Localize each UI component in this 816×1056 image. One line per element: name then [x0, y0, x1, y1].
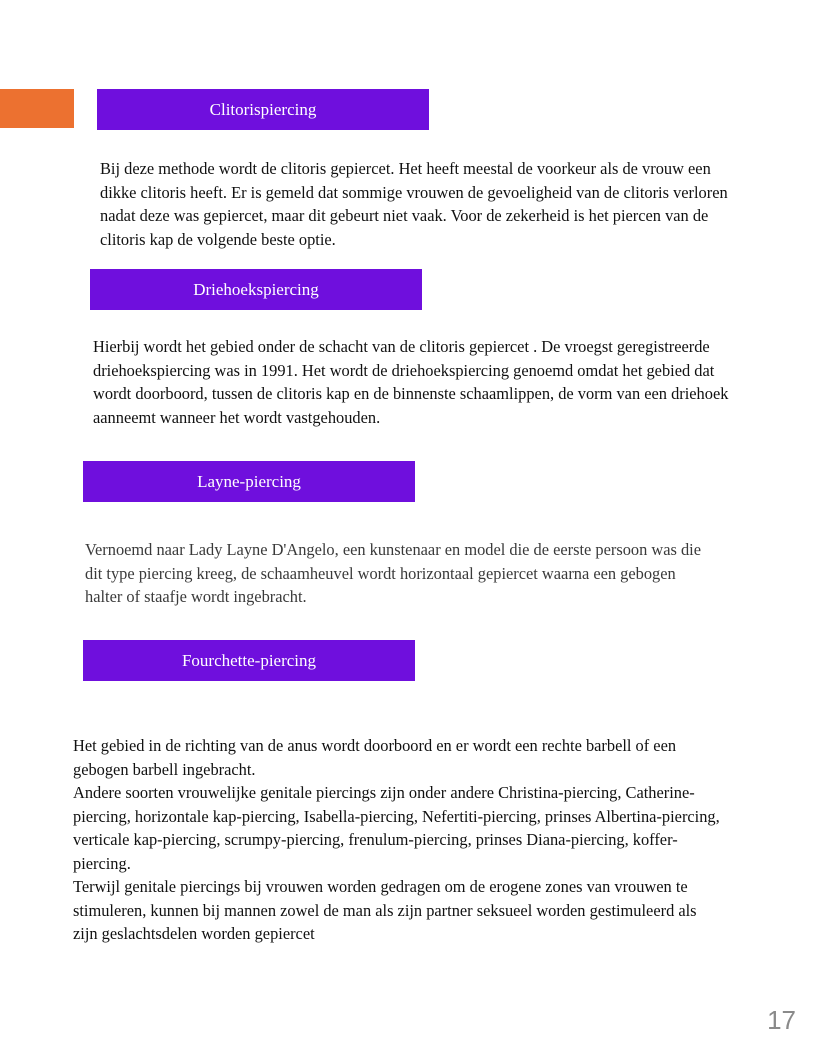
fourchette-paragraph-1: Het gebied in de richting van de anus wordt doorboord en er wordt een rechte barbell of een gebogen barbell ingebracht. [73, 736, 677, 779]
section-body-clitorispiercing: Bij deze methode wordt de clitoris gepiercet. Het heeft meestal de voorkeur als de vrouw een dikke clitoris heeft. Er is gemeld dat sommige vrouwen de gevoeligheid van de clitoris verloren nadat deze was gepiercet, maar dit gebeurt niet vaak. Voor de zekerheid is het piercen van de clitoris kap de volgende beste optie. [100, 159, 728, 249]
section-body-driehoekspiercing: Hierbij wordt het gebied onder de schacht van de clitoris gepiercet . De vroegst geregistreerde driehoekspiercing was in 1991. Het wordt de driehoekspiercing genoemd omdat het gebied dat wordt doorboord, tussen de clitoris kap en de binnenste schaamlippen, de vorm van een driehoek aanneemt wanneer het wordt vastgehouden. [93, 337, 729, 427]
section-heading-driehoekspiercing: Driehoekspiercing [90, 269, 422, 310]
section-heading-layne-piercing: Layne-piercing [83, 461, 415, 502]
fourchette-paragraph-3: Terwijl genitale piercings bij vrouwen worden gedragen om de erogene zones van vrouwen te stimuleren, kunnen bij mannen zowel de man als zijn partner seksueel worden gestimuleerd als zijn geslachtsdelen worden gepiercet [73, 877, 697, 943]
section-body-layne-piercing: Vernoemd naar Lady Layne D'Angelo, een kunstenaar en model die de eerste persoon was die dit type piercing kreeg, de schaamheuvel wordt horizontaal gepiercet waarna een gebogen halter of staafje wordt ingebracht. [85, 540, 702, 606]
section-heading-fourchette-piercing: Fourchette-piercing [83, 640, 415, 681]
section-body-fourchette-piercing [73, 734, 723, 946]
section-heading-clitorispiercing: Clitorispiercing [97, 89, 429, 130]
fourchette-paragraph-2: Andere soorten vrouwelijke genitale piercings zijn onder andere Christina-piercing, Catherine-piercing, horizontale kap-piercing, Isabella-piercing, Nefertiti-piercing, prinses Albertina-piercing, verticale kap-piercing, scrumpy-piercing, frenulum-piercing, prinses Diana-piercing, koffer-piercing. [73, 783, 720, 873]
orange-accent-bar [0, 89, 74, 128]
page-number: 17 [767, 1005, 796, 1035]
